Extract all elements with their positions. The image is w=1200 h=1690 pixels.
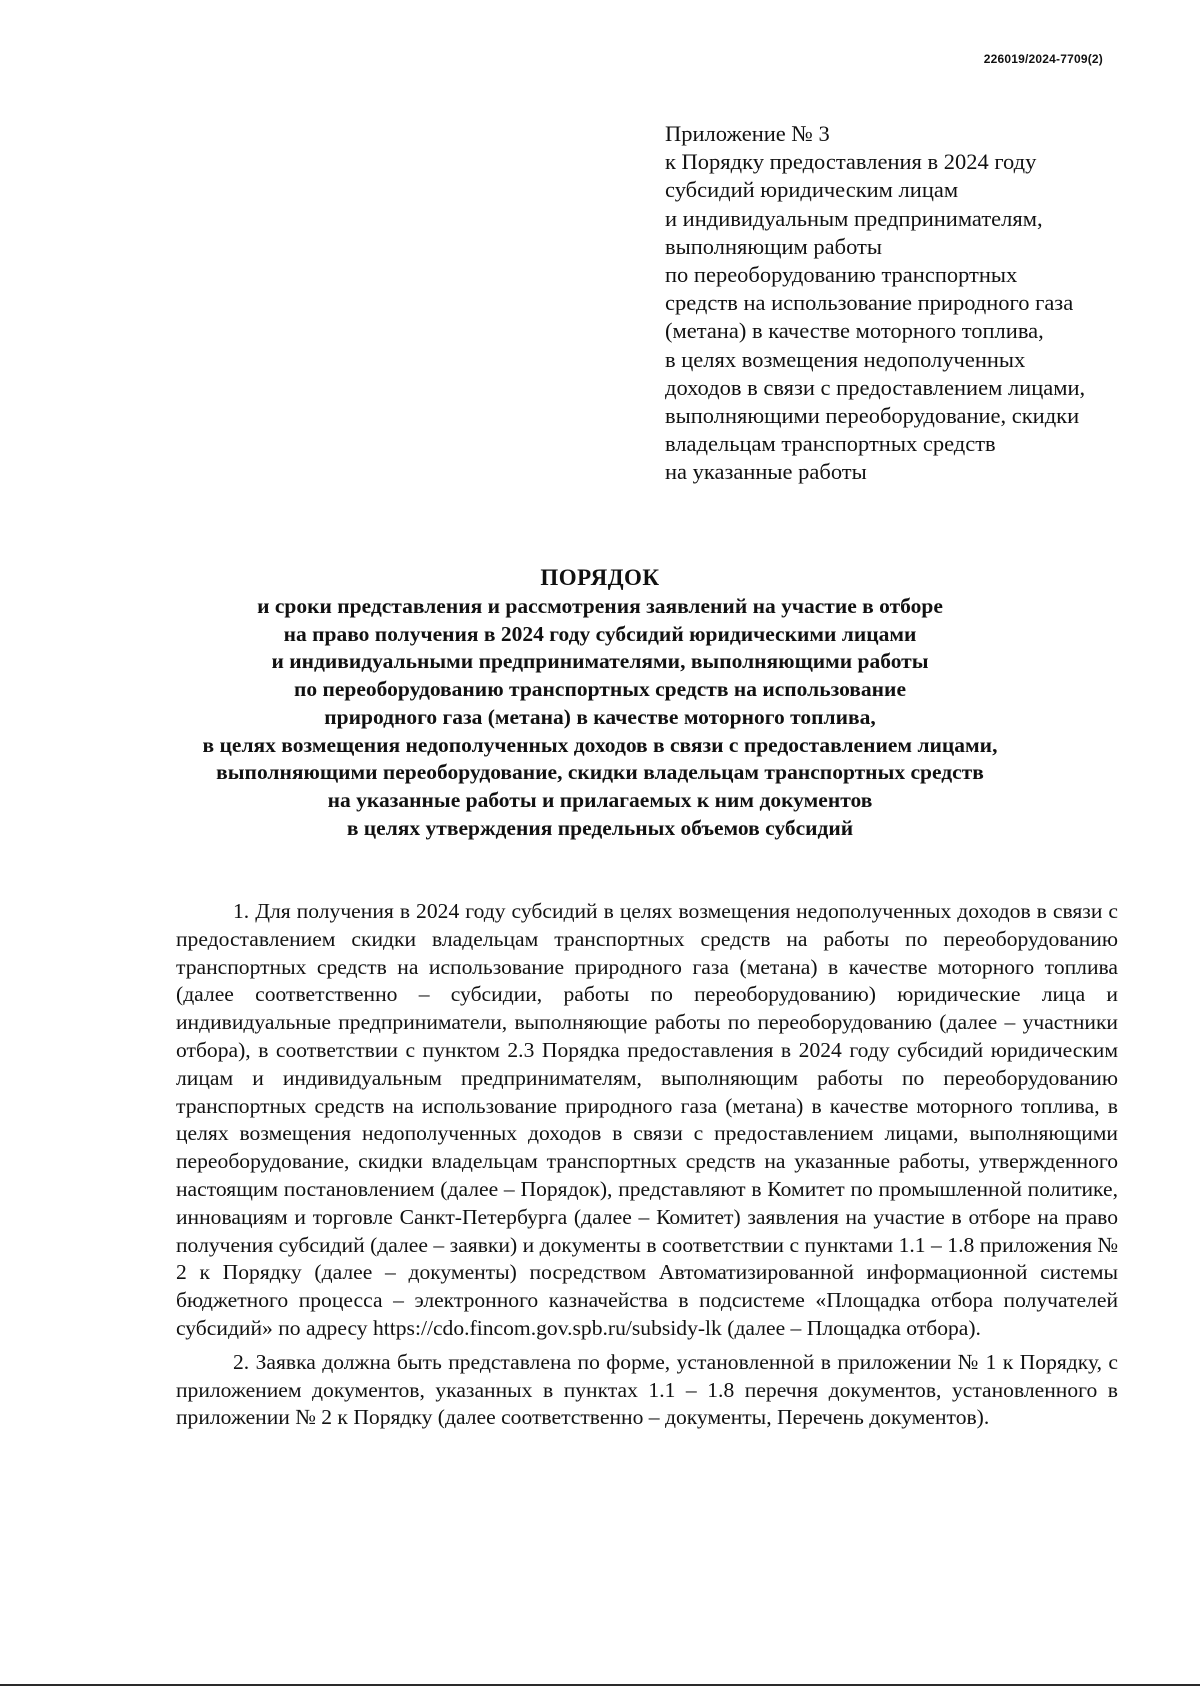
document-heading: [100, 563, 1100, 842]
document-body: [176, 898, 1118, 1438]
appendix-reference-block: [665, 120, 1135, 487]
subtitle-line: на право получения в 2024 году субсидий юридическими лицами: [283, 621, 917, 646]
appendix-line: средств на использование природного газа: [665, 290, 1074, 316]
appendix-line: доходов в связи с предоставлением лицами,: [665, 374, 1086, 400]
appendix-line: по переоборудованию транспортных: [665, 262, 1018, 288]
subtitle-line: и индивидуальными предпринимателями, выполняющими работы: [271, 649, 929, 674]
paragraph-1: 1. Для получения в 2024 году субсидий в целях возмещения недополученных доходов в связи с предоставлением скидки владельцам транспортных средств на работы по переоборудованию транспортных средств на использование природного газа (метана) в качестве моторного топлива (далее соответственно – субсидии, работы по переоборудованию) юридические лица и индивидуальные предприниматели, выполняющие работы по переоборудованию (далее – участники отбора), в соответствии с пунктом 2.3 Порядка предоставления в 2024 году субсидий юридическим лицам и индивидуальным предпринимателям, выполняющим работы по переоборудованию транспортных средств на использование природного газа (метана) в качестве моторного топлива, в целях возмещения недополученных доходов в связи с предоставлением лицами, выполняющими переоборудование, скидки владельцам транспортных средств на указанные работы, утвержденного настоящим постановлением (далее – Порядок), представляют в Комитет по промышленной политике, инновациям и торговле Санкт-Петербурга (далее – Комитет) заявления на участие в отборе на право получения субсидий (далее – заявки) и документы в соответствии с пунктами 1.1 – 1.8 приложения № 2 к Порядку (далее – документы) посредством Автоматизированной информационной системы бюджетного процесса – электронного казначейства в подсистеме «Площадка отбора получателей субсидий» по адресу https://cdo.fincom.gov.spb.ru/subsidy-lk (далее – Площадка отбора).: [176, 899, 1118, 1340]
subtitle-line: природного газа (метана) в качестве моторного топлива,: [324, 704, 876, 729]
appendix-line: к Порядку предоставления в 2024 году: [665, 149, 1037, 175]
appendix-line: владельцам транспортных средств: [665, 431, 996, 457]
appendix-line: (метана) в качестве моторного топлива,: [665, 318, 1044, 344]
subtitle-line: выполняющими переоборудование, скидки владельцам транспортных средств: [216, 760, 984, 785]
paragraph-2: 2. Заявка должна быть представлена по форме, установленной в приложении № 1 к Порядку, с приложением документов, указанных в пунктах 1.1 – 1.8 перечня документов, установленного в приложении № 2 к Порядку (далее соответственно – документы, Перечень документов).: [176, 1349, 1118, 1430]
appendix-line: Приложение № 3: [665, 121, 830, 146]
appendix-line: выполняющими переоборудование, скидки: [665, 403, 1080, 429]
subtitle-line: и сроки представления и рассмотрения заявлений на участие в отборе: [257, 594, 943, 618]
scan-edge-line: [0, 1684, 1200, 1686]
appendix-line: и индивидуальным предпринимателям,: [665, 205, 1043, 231]
subtitle-line: в целях возмещения недополученных доходов в связи с предоставлением лицами,: [202, 732, 998, 757]
document-registration-number: 226019/2024-7709(2): [983, 52, 1103, 66]
appendix-line: на указанные работы: [665, 459, 867, 485]
appendix-line: субсидий юридическим лицам: [665, 177, 959, 203]
subtitle-line: на указанные работы и прилагаемых к ним документов: [327, 787, 873, 812]
document-subtitle: [100, 593, 1100, 842]
subtitle-line: по переоборудованию транспортных средств на использование: [293, 677, 906, 702]
subtitle-line: в целях утверждения предельных объемов субсидий: [346, 815, 854, 840]
appendix-line: выполняющим работы: [665, 233, 882, 259]
appendix-line: в целях возмещения недополученных: [665, 346, 1026, 372]
document-title: ПОРЯДОК: [540, 565, 660, 590]
